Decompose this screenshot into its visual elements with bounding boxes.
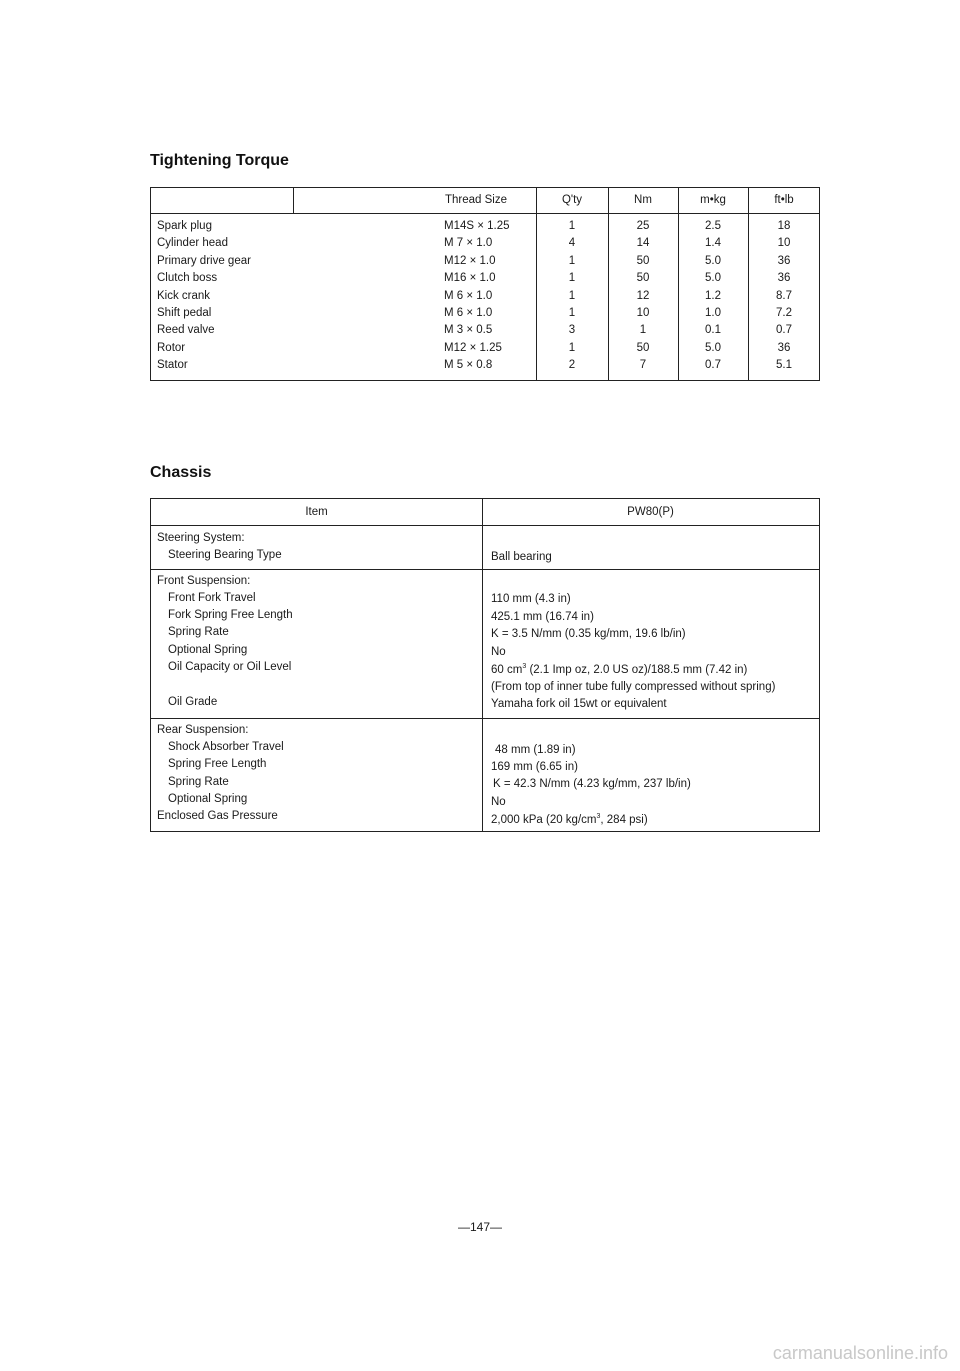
part-name: Clutch boss [157,272,218,285]
part-name: Spark plug [157,220,212,232]
thread-size: M14S × 1.25 [444,220,510,232]
torque-row [151,220,819,237]
nm-value: 10 [636,307,650,319]
rear-item: Optional Spring [168,793,248,805]
header-item: Item [305,506,328,518]
rear-title: Rear Suspension: [157,724,249,736]
mkg-value: 5.0 [705,272,721,285]
mkg-value: 1.0 [705,307,721,319]
ftlb-value: 0.7 [776,324,792,337]
front-item: Front Fork Travel [168,592,256,604]
thread-size: M 6 × 1.0 [444,307,493,319]
chassis-table [150,498,820,832]
mkg-value: 1.4 [705,237,721,250]
oil-sup: 3 [522,663,527,670]
mkg-value: 0.1 [705,324,721,337]
front-value: (From top of inner tube fully compressed without spring) [491,681,776,693]
front-value: Yamaha fork oil 15wt or equivalent [491,698,667,710]
page-number: —147— [457,1220,503,1234]
header-thread-size: Thread Size [444,194,507,206]
torque-heading: Tightening Torque [150,152,289,169]
thread-size: M12 × 1.0 [444,254,496,267]
rear-item: Enclosed Gas Pressure [157,810,278,822]
qty-value: 4 [568,237,576,250]
qty-value: 1 [568,220,576,232]
mkg-value: 5.0 [705,341,721,354]
nm-value: 1 [639,324,647,337]
torque-row [151,307,819,324]
ftlb-value: 10 [777,237,791,250]
qty-value: 1 [568,289,576,302]
rear-item: Spring Rate [168,776,229,788]
gas-pressure-value [491,813,648,826]
nm-value: 14 [636,237,650,250]
nm-value: 50 [636,254,650,267]
ftlb-value: 5.1 [776,359,792,372]
part-name: Rotor [157,341,186,354]
front-value: 425.1 mm (16.74 in) [491,611,594,623]
part-name: Stator [157,359,188,372]
chassis-heading: Chassis [150,464,212,481]
rear-value: 48 mm (1.89 in) [495,744,576,756]
qty-value: 1 [568,272,576,285]
thread-size: M 6 × 1.0 [444,289,493,302]
torque-row [151,342,819,359]
header-nm: Nm [634,194,652,206]
nm-value: 7 [639,359,647,372]
gas-sup: 3 [596,813,601,820]
header-model: PW80(P) [627,506,674,518]
qty-value: 1 [568,341,576,354]
gas-suffix: , 284 psi) [600,813,648,826]
thread-size: M16 × 1.0 [444,272,496,285]
ftlb-value: 7.2 [776,307,792,319]
gas-prefix: 2,000 kPa (20 kg/cm [491,813,597,826]
qty-value: 2 [568,359,576,372]
oil-rest: (2.1 Imp oz, 2.0 US oz)/188.5 mm (7.42 in) [529,663,748,676]
nm-value: 25 [636,220,650,232]
mkg-value: 2.5 [705,220,721,232]
nm-value: 50 [636,341,650,354]
torque-row [151,290,819,307]
qty-value: 1 [568,307,576,319]
rear-value: 169 mm (6.65 in) [491,761,578,773]
front-item: Spring Rate [168,626,229,638]
torque-row [151,324,819,341]
front-item: Optional Spring [168,644,248,656]
thread-size: M12 × 1.25 [444,341,502,354]
front-suspension-section [151,569,819,719]
oil-prefix: 60 cm [491,663,523,676]
chassis-header-row [151,499,819,526]
rear-suspension-section [151,718,819,831]
rear-value: No [491,796,506,808]
rear-item: Spring Free Length [168,758,267,770]
ftlb-value: 18 [777,220,791,232]
torque-table [150,187,820,381]
part-name: Shift pedal [157,307,212,319]
header-mkg: m•kg [700,194,726,206]
part-name: Cylinder head [157,237,228,250]
nm-value: 50 [636,272,650,285]
front-value: No [491,646,506,658]
front-item: Oil Grade [168,696,218,708]
ftlb-value: 36 [777,254,791,267]
qty-value: 1 [568,254,576,267]
nm-value: 12 [636,289,650,302]
rear-item: Shock Absorber Travel [168,741,284,753]
qty-value: 3 [568,324,576,337]
steering-item: Steering Bearing Type [168,549,282,561]
thread-size: M 3 × 0.5 [444,324,493,337]
steering-value: Ball bearing [491,551,552,563]
thread-size: M 5 × 0.8 [444,359,493,372]
rear-value: K = 42.3 N/mm (4.23 kg/mm, 237 lb/in) [493,778,691,790]
oil-capacity-value [491,663,747,676]
front-value: K = 3.5 N/mm (0.35 kg/mm, 19.6 lb/in) [491,628,686,640]
header-qty: Q'ty [561,194,583,206]
ftlb-value: 8.7 [776,289,792,302]
mkg-value: 0.7 [705,359,721,372]
steering-section [151,525,819,570]
mkg-value: 5.0 [705,254,721,267]
torque-row [151,359,819,376]
torque-row [151,255,819,272]
front-value: 110 mm (4.3 in) [491,593,571,605]
mkg-value: 1.2 [705,289,721,302]
thread-size: M 7 × 1.0 [444,237,493,250]
header-ftlb: ft•lb [774,194,794,206]
part-name: Reed valve [157,324,215,337]
ftlb-value: 36 [777,341,791,354]
torque-row [151,272,819,289]
part-name: Primary drive gear [157,254,251,267]
steering-title: Steering System: [157,532,245,544]
front-item: Fork Spring Free Length [168,609,293,621]
part-name: Kick crank [157,289,211,302]
watermark: carmanualsonline.info [772,1343,948,1363]
front-title: Front Suspension: [157,575,251,587]
front-item: Oil Capacity or Oil Level [168,661,292,673]
torque-header-row [151,188,819,214]
ftlb-value: 36 [777,272,791,285]
torque-row [151,237,819,254]
